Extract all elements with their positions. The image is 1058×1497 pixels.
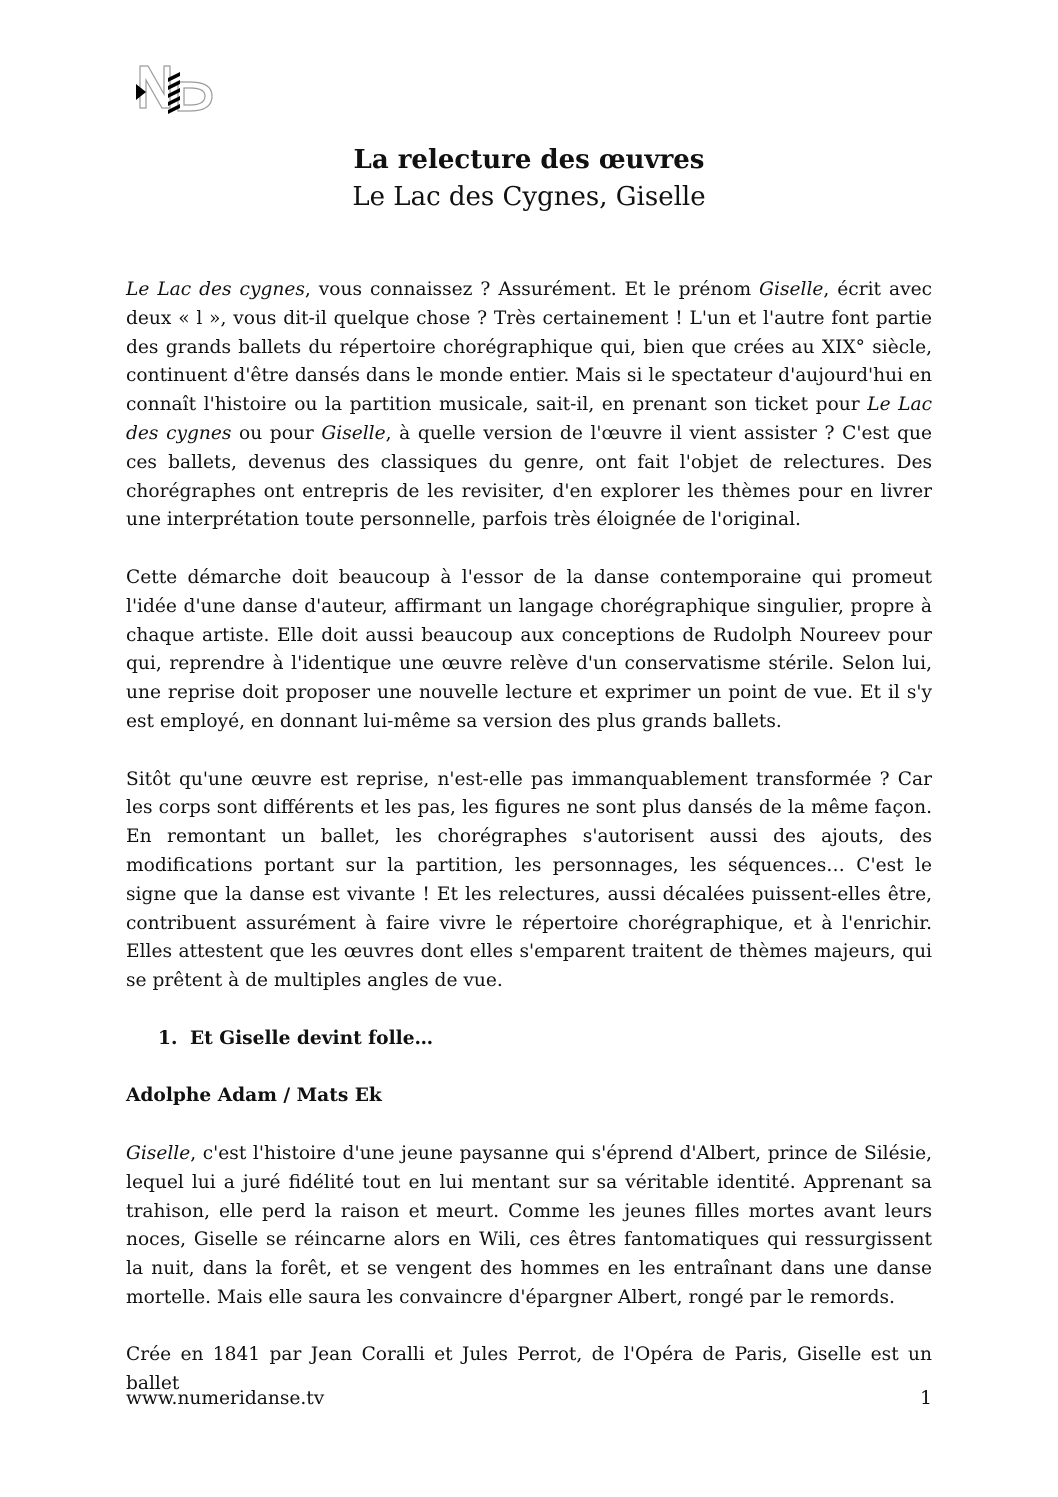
paragraph-text: Crée en 1841 par Jean Coralli et Jules Perrot, de l'Opéra de Paris, Giselle est un ballet: [126, 1344, 932, 1395]
page-number: 1: [920, 1388, 932, 1409]
italic-title-text: Giselle: [759, 279, 824, 300]
paragraph-text: , vous connaissez ? Assurément. Et le prénom: [304, 279, 760, 300]
paragraph-text: , écrit avec deux « l », vous dit-il quelque chose ? Très certainement ! L'un et l'autre font partie des grands ballets du répertoire chorégraphique qui, bien que crées au XIX° siècle, continuent d'être dansés dans le monde entier. Mais si le spectateur d'aujourd'hui en connaît l'histoire ou la partition musicale, sait-il, en prenant son ticket pour: [126, 279, 932, 416]
page-footer: [126, 1384, 932, 1414]
section-heading: [126, 1025, 932, 1054]
intro-paragraph-3: [126, 766, 932, 996]
document-body: [126, 276, 932, 1428]
paragraph-text: , à quelle version de l'œuvre il vient assister ? C'est que ces ballets, devenus des classiques du genre, ont fait l'objet de relectures. Des chorégraphes ont entrepris de les revisiter, d'en explorer les thèmes pour en livrer une interprétation toute personnelle, parfois très éloignée de l'original.: [126, 422, 932, 531]
paragraph-text: , c'est l'histoire d'une jeune paysanne qui s'éprend d'Albert, prince de Silésie, lequel lui a juré fidélité tout en lui mentant sur sa véritable identité. Apprenant sa trahison, elle perd la raison et meurt. Comme les jeunes filles mortes avant leurs noces, Giselle se réincarne alors en Wili, ces êtres fantomatiques qui ressurgissent la nuit, dans la forêt, et se vengent des hommes en les entraînant dans une danse mortelle. Mais elle saura les convaincre d'épargner Albert, rongé par le remords.: [126, 1142, 932, 1308]
document-title: La relecture des œuvres: [353, 145, 705, 175]
intro-paragraph-2: [126, 564, 932, 737]
intro-paragraph-1: [126, 276, 932, 535]
document-subtitle: Le Lac des Cygnes, Giselle: [352, 182, 706, 212]
paragraph-text: Cette démarche doit beaucoup à l'essor de la danse contemporaine qui promeut l'idée d'une danse d'auteur, affirmant un langage chorégraphique singulier, propre à chaque artiste. Elle doit aussi beaucoup aux conceptions de Rudolph Noureev pour qui, reprendre à l'identique une œuvre relève d'un conservatisme stérile. Selon lui, une reprise doit proposer une nouvelle lecture et exprimer un point de vue. Et il s'y est employé, en donnant lui-même sa version des plus grands ballets.: [126, 566, 932, 732]
paragraph-text: Sitôt qu'une œuvre est reprise, n'est-elle pas immanquablement transformée ? Car les corps sont différents et les pas, les figures ne sont plus dansés de la même façon. En remontant un ballet, les chorégraphes s'autorisent aussi des ajouts, des modifications portant sur la partition, les personnages, les séquences… C'est le signe que la danse est vivante ! Et les relectures, aussi décalées puissent-elles être, contribuent assurément à faire vivre le répertoire chorégraphique, et à l'enrichir. Elles attestent que les œuvres dont elles s'emparent traitent de thèmes majeurs, qui se prêtent à de multiples angles de vue.: [126, 768, 932, 992]
paragraph-text: ou pour: [231, 422, 322, 444]
numeridanse-logo-icon: [134, 64, 214, 114]
italic-title-text: Le Lac des cygnes: [126, 279, 305, 300]
italic-title-text: Le Lac des cygnes: [126, 394, 933, 444]
section-paragraph-1: [126, 1140, 932, 1313]
section-title: Et Giselle devint folle…: [190, 1027, 434, 1049]
section-subheading: Adolphe Adam / Mats Ek: [126, 1085, 382, 1107]
document-title-block: [0, 142, 1058, 216]
italic-title-text: Giselle: [321, 422, 386, 444]
section-number: 1.: [158, 1027, 178, 1049]
italic-title-text: Giselle: [126, 1142, 191, 1164]
footer-url: www.numeridanse.tv: [126, 1388, 325, 1409]
